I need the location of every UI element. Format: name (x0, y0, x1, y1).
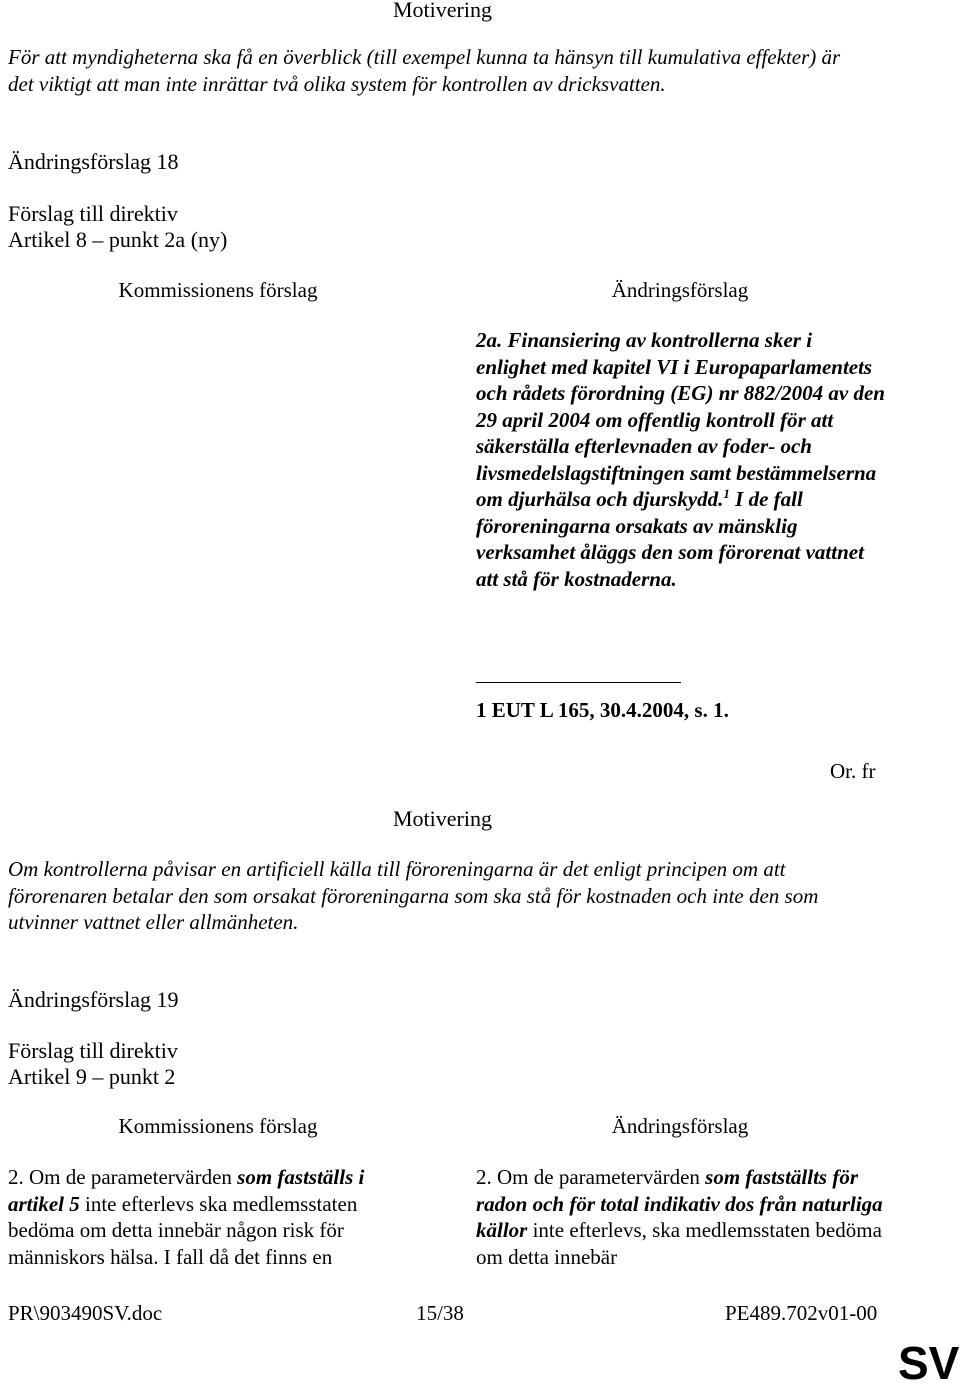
commission-text (8, 1164, 418, 1270)
amendment-text-emphasis: som fastställts för radon och för total indikativ dos från naturliga källor (476, 1165, 883, 1242)
motivering-heading: Motivering (393, 806, 492, 831)
footnote-rule (476, 682, 681, 683)
amendment-text-main: 2a. Finansiering av kontrollerna sker i enlighet med kapitel VI i Europaparlamentets och rådets förordning (EG) nr 882/2004 av den 29 april 2004 om offentlig kontroll för att säkerställa efterlevnaden av foder- och livsmedelslagstiftningen samt bestämmelserna om djurhälsa och djurskydd. (476, 328, 885, 511)
amendment-text-continued: I de fall föroreningarna orsakats av mänsklig verksamhet åläggs den som förorenat vattnet att stå för kostnaderna. (476, 487, 864, 591)
amendment-text-start: 2. Om de parametervärden (476, 1165, 706, 1189)
motivering-text: Om kontrollerna påvisar en artificiell källa till föroreningarna är det enligt principen om att förorenaren betalar den som orsakat föroreningarna som ska stå för kostnaden och inte den som utvinner vattnet eller allmänheten. (8, 857, 819, 934)
column-header-amendment: Ändringsförslag (611, 278, 749, 302)
column-header-commission: Kommissionens förslag (118, 278, 318, 302)
footer-page-number: 15/38 (416, 1301, 464, 1325)
column-header-commission: Kommissionens förslag (118, 1114, 318, 1138)
commission-text-emphasis: som fastställs i artikel 5 (8, 1165, 365, 1216)
amendment-text-end: inte efterlevs, ska medlemsstaten bedöma om detta innebär (476, 1218, 882, 1269)
footnote-marker: 1 (723, 486, 730, 501)
amendment-title: Ändringsförslag 18 (8, 149, 179, 174)
commission-text-end: inte efterlevs ska medlemsstaten bedöma om detta innebär någon risk för människors hälsa. I fall då det finns en (8, 1191, 358, 1269)
commission-text-start: 2. Om de parametervärden (8, 1165, 238, 1189)
motivering-text: För att myndigheterna ska få en överblick (till exempel kunna ta hänsyn till kumulativa effekter) är det viktigt att man inte inrättar två olika system för kontrollen av dricksvatten. (8, 45, 841, 96)
language-code: SV (898, 1337, 960, 1389)
amendment-text (476, 327, 886, 592)
amendment-article: Artikel 8 – punkt 2a (ny) (8, 227, 228, 252)
footnote: 1 EUT L 165, 30.4.2004, s. 1. (476, 698, 729, 722)
amendment-title: Ändringsförslag 19 (8, 987, 179, 1012)
footer-document-id: PR\903490SV.doc (8, 1301, 163, 1325)
motivering-heading: Motivering (393, 0, 492, 22)
footer-reference: PE489.702v01-00 (725, 1301, 878, 1325)
original-language: Or. fr (830, 759, 876, 783)
column-header-amendment: Ändringsförslag (611, 1114, 749, 1138)
amendment-subtitle: Förslag till direktiv (8, 201, 178, 226)
amendment-article: Artikel 9 – punkt 2 (8, 1064, 176, 1089)
amendment-subtitle: Förslag till direktiv (8, 1038, 178, 1063)
amendment-text (476, 1164, 886, 1270)
